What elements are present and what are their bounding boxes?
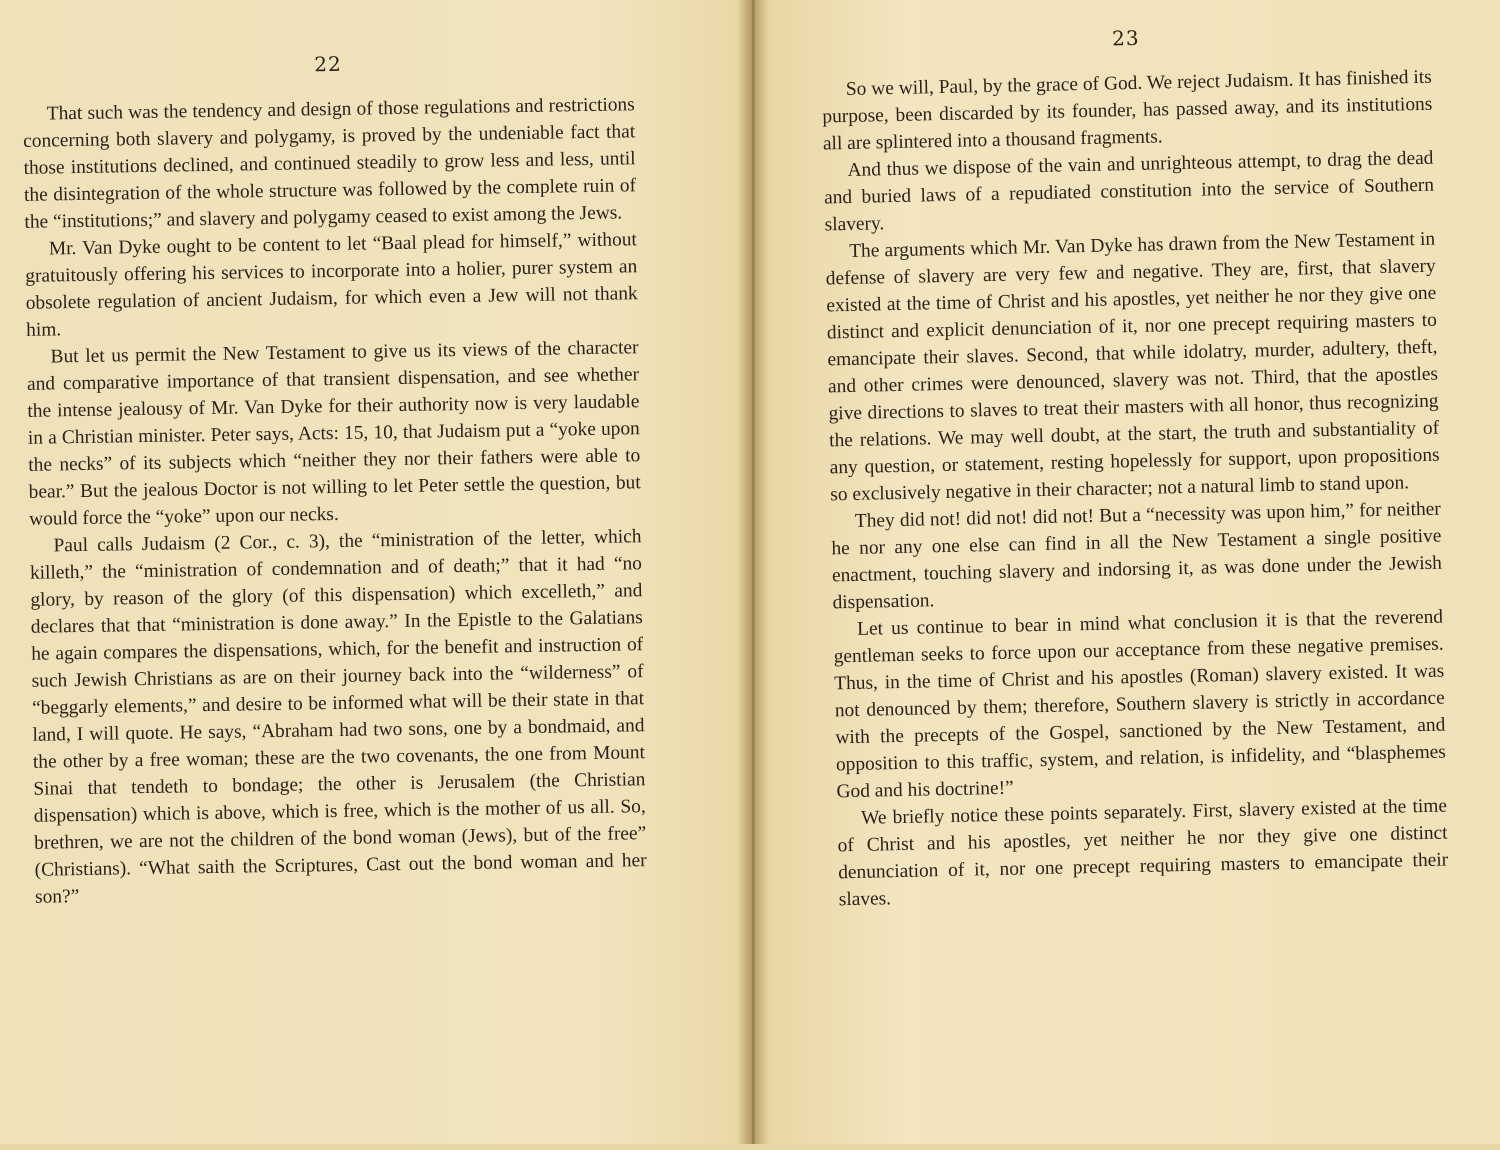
right-paragraph-1: So we will, Paul, by the grace of God. We reject Judaism. It has finished its purpose, been discarded by its founder, has passed away, and its institutions all are splintered into a thousand fragments.	[822, 66, 1433, 155]
right-paragraph-2: And thus we dispose of the vain and unrighteous attempt, to drag the dead and buried laws of a repudiated constitution into the service of Southern slavery.	[823, 147, 1435, 236]
left-paragraph-3: But let us permit the New Testament to give us its views of the character and comparative importance of that transient dispensation, and see whether the intense jealousy of Mr. Van Dyke for their authority now is very laudable in a Christian minister. Peter says, Acts: 15, 10, that Judaism put a “yoke upon the necks” of its subjects which “neither they nor their fathers were able to bear.” But the jealous Doctor is not willing to let Peter settle the question, but would force the “yoke” upon our necks.	[26, 337, 641, 530]
left-page	[21, 0, 651, 1149]
right-paragraph-6: We briefly notice these points separately. First, slavery existed at the time of Christ and his apostles, yet neither he nor they give one distinct denunciation of it, nor one precept requiring masters to emancipate their slaves.	[837, 795, 1449, 911]
left-paragraph-2: Mr. Van Dyke ought to be content to let “Baal plead for himself,” without gratuitously offering his services to incorporate into a holier, purer system an obsolete regulation of ancient Judaism, for which even a Jew will not thank him.	[25, 229, 638, 341]
left-paragraph-1: That such was the tendency and design of those regulations and restrictions concerning both slavery and polygamy, is proved by the undeniable fact that those institutions declined, and continued steadily to grow less and less, until the disintegration of the whole structure was followed by the complete ruin of the “institutions;” and slavery and polygamy ceased to exist among the Jews.	[23, 94, 637, 233]
right-page-number: 23	[1111, 25, 1140, 51]
left-page-number: 22	[314, 51, 342, 77]
book-gutter	[738, 0, 768, 1144]
right-paragraph-4: They did not! did not! did not! But a “necessity was upon him,” for neither he nor any one else can find in all the New Testament a single positive enactment, touching slavery and indorsing it, as was done under the Jewish dispensation.	[831, 498, 1443, 614]
right-paragraph-3: The arguments which Mr. Van Dyke has drawn from the New Testament in defense of slavery are very few and negative. They are, first, that slavery existed at the time of Christ and his apostles, yet neither he nor they give one distinct and explicit denunciation of it, nor one precept requiring masters to emancipate their slaves. Second, that while idolatry, murder, adultery, theft, and other crimes were denounced, slavery was not. Third, that the apostles give directions to slaves to treat their masters with all honor, thus recognizing the relations. We may well doubt, at the start, the truth and substantiality of any question, or statement, resting hopelessly for support, upon propositions so exclusively negative in their character; not a natural limb to stand upon.	[825, 228, 1440, 506]
right-paragraph-5: Let us continue to bear in mind what conclusion it is that the reverend gentleman seeks to force upon our acceptance from these negative premises. Thus, in the time of Christ and his apostles (Roman) slavery existed. It was not denounced by them; therefore, Southern slavery is strictly in accordance with the precepts of the Gospel, sanctioned by the New Testament, and opposition to this traffic, system, and relation, is infidelity, and “blasphemes God and his doctrine!”	[833, 606, 1447, 803]
right-page	[820, 0, 1454, 1150]
left-paragraph-4: Paul calls Judaism (2 Cor., c. 3), the “ministration of the letter, which killeth,” the “ministration of condemnation and of death;” that it had “no glory, by reason of the glory (of this dispensation) which excelleth,” and declares that that “ministration is done away.” In the Epistle to the Galatians he again compares the dispensations, which, for the benefit and instruction of such Jewish Christians as are on their journey back into the “wilderness” of “beggarly elements,” and desire to be informed what will be their state in that land, I will quote. He says, “Abraham had two sons, one by a bondmaid, and the other by a free woman; these are the two covenants, the one from Mount Sinai that tendeth to bondage; the other is Jerusalem (the Christian dispensation) which is above, which is free, which is the mother of us all. So, brethren, we are not the children of the bond woman (Jews), but of the free” (Christians). “What saith the Scriptures, Cast out the bond woman and her son?”	[29, 526, 647, 908]
